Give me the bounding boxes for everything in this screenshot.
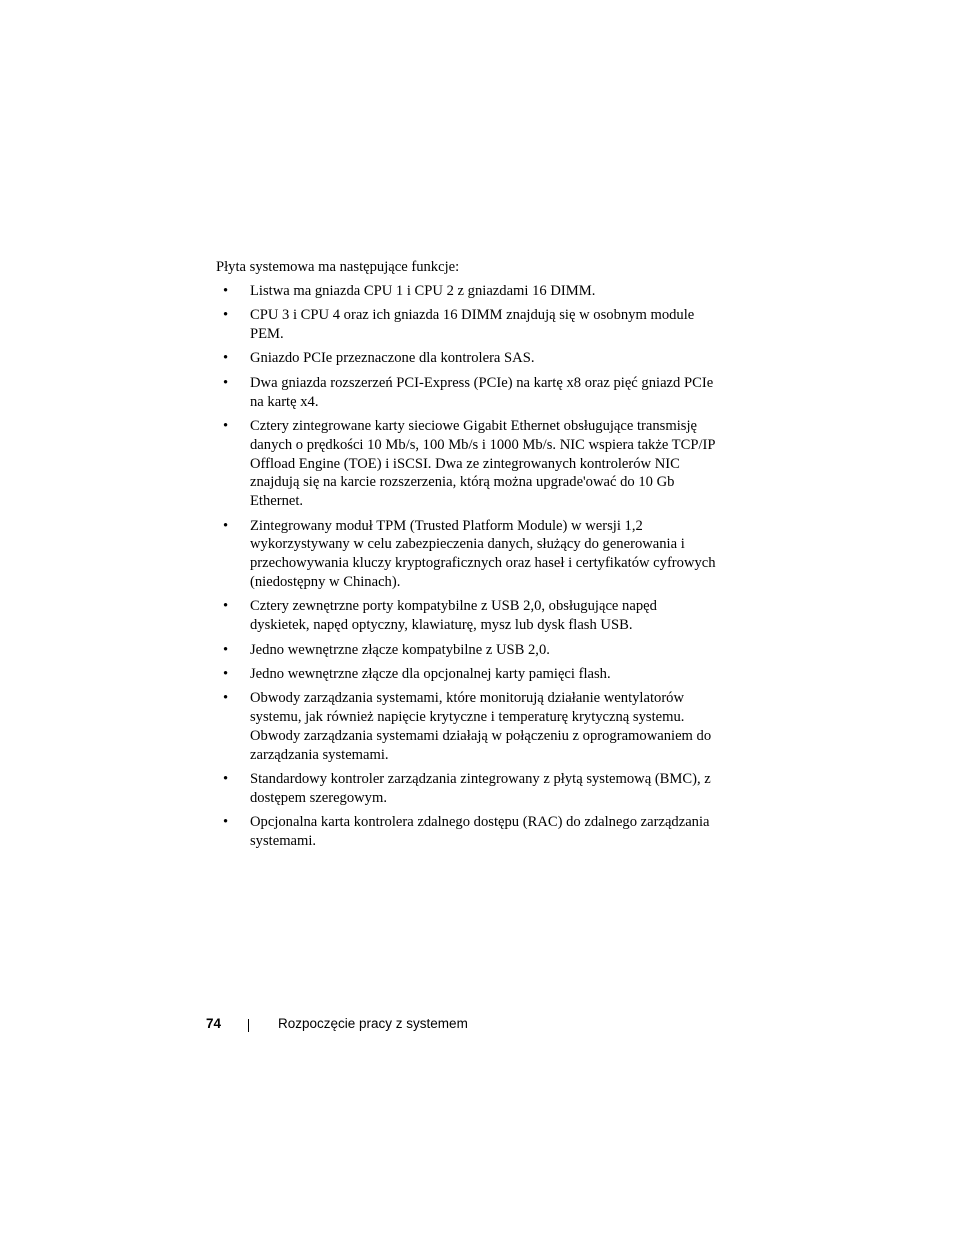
- list-item: [216, 282, 716, 301]
- list-item: [216, 374, 716, 412]
- footer-divider: [248, 1019, 249, 1032]
- list-item-text: Dwa gniazda rozszerzeń PCI-Express (PCIe) na kartę x8 oraz pięć gniazd PCIe na kartę x4.: [250, 374, 714, 410]
- bullet-mark: •: [223, 665, 229, 682]
- bullet-mark: •: [223, 641, 229, 658]
- bullet-mark: •: [223, 282, 229, 299]
- bullet-mark: •: [223, 517, 229, 534]
- bullet-mark: •: [223, 417, 229, 434]
- list-item: [216, 770, 716, 808]
- list-item-text: Standardowy kontroler zarządzania zintegrowany z płytą systemową (BMC), z dostępem szeregowym.: [250, 771, 711, 806]
- list-item: [216, 665, 716, 684]
- bullet-mark: •: [223, 374, 229, 391]
- list-item: [216, 597, 716, 635]
- list-item: [216, 517, 716, 592]
- list-item-text: Gniazdo PCIe przeznaczone dla kontrolera SAS.: [250, 350, 535, 367]
- list-item-text: Cztery zintegrowane karty sieciowe Gigabit Ethernet obsługujące transmisję danych o prędkości 10 Mb/s, 100 Mb/s i 1000 Mb/s. NIC wspiera także TCP/IP Offload Engine (TOE) i iSCSI. Dwa ze zintegrowanych kontrolerów NIC znajdują się na karcie rozszerzenia, którą można upgrade'ować do 10 Gb Ethernet.: [250, 417, 715, 510]
- list-item-text: Zintegrowany moduł TPM (Trusted Platform Module) w wersji 1,2 wykorzystywany w celu zabezpieczenia danych, służący do generowania i przechowywania kluczy kryptograficznych oraz haseł i certyfikatów cyfrowych (niedostępny w Chinach).: [250, 517, 716, 590]
- list-item: [216, 306, 716, 344]
- bullet-mark: •: [223, 307, 229, 324]
- section-title: Rozpoczęcie pracy z systemem: [278, 1016, 468, 1031]
- list-item-text: Cztery zewnętrzne porty kompatybilne z USB 2,0, obsługujące napęd dyskietek, napęd optyczny, klawiaturę, mysz lub dysk flash USB.: [250, 598, 657, 634]
- list-item: [216, 417, 716, 511]
- list-item-text: Jedno wewnętrzne złącze kompatybilne z USB 2,0.: [250, 641, 550, 658]
- list-item: [216, 813, 716, 851]
- page-number: 74: [206, 1016, 222, 1031]
- list-item: [216, 641, 716, 660]
- list-item-text: Jedno wewnętrzne złącze dla opcjonalnej karty pamięci flash.: [250, 665, 611, 682]
- page-body: [216, 258, 716, 856]
- list-item: [216, 349, 716, 368]
- list-item-text: Obwody zarządzania systemami, które monitorują działanie wentylatorów systemu, jak również napięcie krytyczne i temperaturę krytyczną systemu. Obwody zarządzania systemami działają w połączeniu z oprogramowaniem do zarządzania systemami.: [250, 690, 712, 763]
- bullet-mark: •: [223, 690, 229, 707]
- bullet-mark: •: [223, 814, 229, 831]
- intro-paragraph: Płyta systemowa ma następujące funkcje:: [216, 259, 460, 275]
- list-item-text: CPU 3 i CPU 4 oraz ich gniazda 16 DIMM znajdują się w osobnym module PEM.: [250, 307, 695, 342]
- bullet-mark: •: [223, 598, 229, 615]
- feature-list: [216, 282, 716, 851]
- list-item-text: Opcjonalna karta kontrolera zdalnego dostępu (RAC) do zdalnego zarządzania systemami.: [250, 814, 710, 850]
- list-item-text: Listwa ma gniazda CPU 1 i CPU 2 z gniazdami 16 DIMM.: [250, 282, 596, 299]
- bullet-mark: •: [223, 771, 229, 788]
- list-item: [216, 689, 716, 764]
- bullet-mark: •: [223, 350, 229, 367]
